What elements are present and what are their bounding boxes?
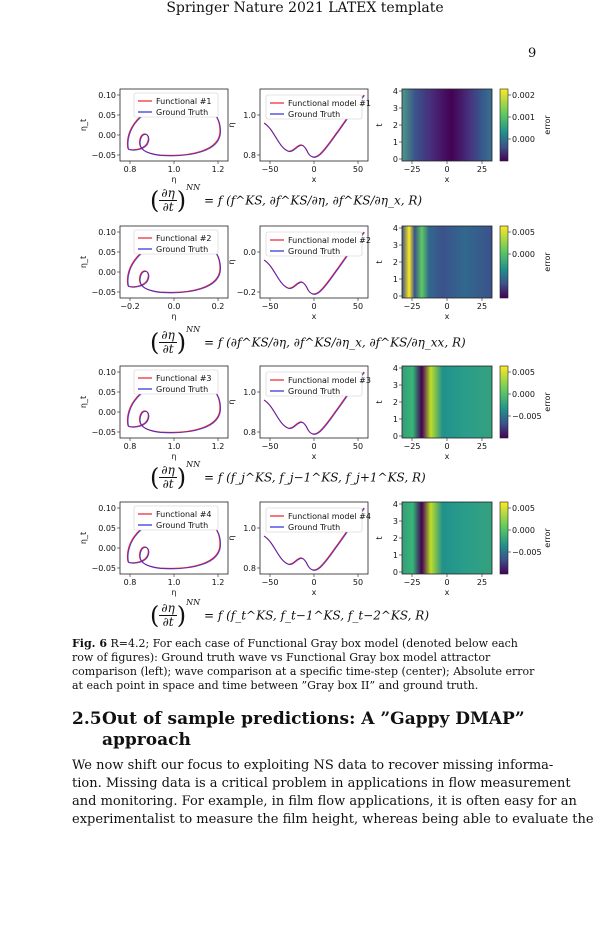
y-tick-label: 0.0 xyxy=(243,248,256,257)
y-tick-label: 4 xyxy=(392,224,398,233)
x-tick-label: 25 xyxy=(476,165,488,174)
x-tick-label: 50 xyxy=(352,165,364,174)
legend-label: Ground Truth xyxy=(288,523,341,532)
y-tick-label: 1.0 xyxy=(243,111,256,120)
eq-superscript: NN xyxy=(186,325,201,334)
y-tick-label: 0.05 xyxy=(98,524,116,533)
x-tick-label: 50 xyxy=(352,442,364,451)
section-number: 2.5 xyxy=(72,709,102,729)
y-tick-label: −0.05 xyxy=(91,288,116,297)
y-tick-label: 0.00 xyxy=(98,408,116,417)
x-tick-label: 0 xyxy=(444,302,450,311)
x-tick-label: 0.2 xyxy=(211,302,225,311)
y-axis-label: η_t xyxy=(79,395,88,409)
body-line: We now shift our focus to exploiting NS data to recover missing informa- xyxy=(72,758,554,773)
colorbar-tick-label: 0.000 xyxy=(512,526,535,535)
eq-rhs: = f (∂f^KS/∂η, ∂f^KS/∂η_x, ∂f^KS/∂η_xx, R) xyxy=(203,335,466,350)
colorbar-tick-label: −0.005 xyxy=(512,412,542,421)
y-tick-label: 2 xyxy=(392,398,398,407)
legend-label: Functional #2 xyxy=(156,234,212,243)
y-tick-label: 2 xyxy=(392,121,398,130)
x-tick-label: 1.2 xyxy=(211,442,225,451)
x-axis-label: η xyxy=(171,452,177,461)
error-heatmap xyxy=(402,89,492,161)
legend-label: Ground Truth xyxy=(288,247,341,256)
eq-superscript: NN xyxy=(186,460,201,469)
y-tick-label: 0.00 xyxy=(98,544,116,553)
legend-label: Functional model #4 xyxy=(288,512,371,521)
legend-label: Ground Truth xyxy=(156,521,209,530)
colorbar-tick-label: 0.000 xyxy=(512,390,535,399)
eq-denominator: ∂t xyxy=(162,615,174,629)
y-axis-label: η_t xyxy=(79,118,88,132)
eq-superscript: NN xyxy=(186,183,201,192)
y-tick-label: 0.00 xyxy=(98,268,116,277)
colorbar-tick-label: 0.005 xyxy=(512,504,535,513)
y-tick-label: 0.05 xyxy=(98,111,116,120)
colorbar-tick-label: 0.005 xyxy=(512,228,535,237)
x-axis-label: x xyxy=(311,452,317,461)
eq-numerator: ∂η xyxy=(161,463,175,477)
x-axis-label: x xyxy=(444,175,450,184)
colorbar xyxy=(500,366,508,438)
x-axis-label: x xyxy=(311,312,317,321)
eq-numerator: ∂η xyxy=(161,328,175,342)
eq-denominator: ∂t xyxy=(162,342,174,356)
figure-row-3 xyxy=(70,362,610,462)
colorbar-tick-label: 0.002 xyxy=(512,91,535,100)
y-tick-label: 1.0 xyxy=(243,388,256,397)
colorbar-tick-label: 0.005 xyxy=(512,368,535,377)
section-heading xyxy=(72,709,542,751)
x-axis-label: x xyxy=(311,175,317,184)
body-paragraph xyxy=(72,757,594,829)
y-axis-label: η_t xyxy=(79,255,88,269)
colorbar-label: error xyxy=(543,392,552,412)
y-tick-label: 0.8 xyxy=(243,151,256,160)
figure-row-2 xyxy=(70,222,610,322)
y-tick-label: 0.8 xyxy=(243,428,256,437)
y-tick-label: 1 xyxy=(392,138,398,147)
x-tick-label: 1.2 xyxy=(211,578,225,587)
eq-numerator: ∂η xyxy=(161,186,175,200)
y-axis-label: t xyxy=(375,536,384,540)
caption-text: R=4.2; For each case of Functional Gray box model (denoted below each row of figures): Ground truth wave vs Functional Gray box model attractor comparison (left); wave comparison at a specific time-step (center); Absolute error at each point in space and time between ”Gray box II” and ground truth. xyxy=(72,637,535,692)
colorbar-tick-label: 0.000 xyxy=(512,250,535,259)
y-tick-label: 3 xyxy=(392,517,398,526)
running-header: Springer Nature 2021 LATEX template xyxy=(166,0,444,16)
legend-label: Functional #3 xyxy=(156,374,212,383)
y-axis-label: η xyxy=(227,535,236,541)
y-tick-label: −0.05 xyxy=(91,564,116,573)
y-tick-label: 0.00 xyxy=(98,131,116,140)
x-tick-label: −25 xyxy=(403,302,421,311)
x-tick-label: 0 xyxy=(444,165,450,174)
y-axis-label: t xyxy=(375,400,384,404)
x-axis-label: x xyxy=(444,452,450,461)
y-tick-label: 2 xyxy=(392,534,398,543)
y-tick-label: 0.10 xyxy=(98,228,116,237)
x-axis-label: η xyxy=(171,588,177,597)
legend-label: Ground Truth xyxy=(288,387,341,396)
y-axis-label: η_t xyxy=(79,531,88,545)
y-axis-label: t xyxy=(375,260,384,264)
y-tick-label: −0.05 xyxy=(91,428,116,437)
y-tick-label: 4 xyxy=(392,500,398,509)
x-tick-label: −50 xyxy=(261,442,279,451)
eq-numerator: ∂η xyxy=(161,601,175,615)
x-tick-label: −25 xyxy=(403,442,421,451)
legend-label: Ground Truth xyxy=(288,110,341,119)
legend-label: Functional model #2 xyxy=(288,236,371,245)
page-number: 9 xyxy=(528,46,537,61)
x-tick-label: 0 xyxy=(311,302,317,311)
x-axis-label: η xyxy=(171,175,177,184)
y-tick-label: 0 xyxy=(392,292,398,301)
section-title-line1: Out of sample predictions: A ”Gappy DMAP” xyxy=(102,709,525,729)
legend-label: Functional model #1 xyxy=(288,99,371,108)
colorbar xyxy=(500,89,508,161)
error-heatmap xyxy=(402,226,492,298)
eq-rhs: = f (f^KS, ∂f^KS/∂η, ∂f^KS/∂η_x, R) xyxy=(203,193,423,208)
y-tick-label: 1 xyxy=(392,551,398,560)
legend-label: Ground Truth xyxy=(156,385,209,394)
y-tick-label: 1 xyxy=(392,415,398,424)
x-tick-label: 0 xyxy=(311,578,317,587)
x-tick-label: 50 xyxy=(352,578,364,587)
legend-label: Functional #1 xyxy=(156,97,212,106)
model-equation-4: ( $\frac{\partial\eta}{\partial t}$ )$^{NN}$ = f (f_t^KS, f_t−1^KS, f_t−2^KS, R) xyxy=(150,598,430,630)
y-axis-label: η xyxy=(227,399,236,405)
y-tick-label: 2 xyxy=(392,258,398,267)
model-equation-1: ( $\frac{\partial\eta}{\partial t}$ )$^{NN}$ = f (f^KS, ∂f^KS/∂η, ∂f^KS/∂η_x, R) xyxy=(150,183,423,215)
colorbar-label: error xyxy=(543,115,552,135)
x-tick-label: 0 xyxy=(444,442,450,451)
y-axis-label: η xyxy=(227,259,236,265)
x-tick-label: −50 xyxy=(261,165,279,174)
legend-label: Ground Truth xyxy=(156,245,209,254)
y-tick-label: 0.05 xyxy=(98,248,116,257)
x-tick-label: −0.2 xyxy=(120,302,140,311)
model-equation-2: ( $\frac{\partial\eta}{\partial t}$ )$^{NN}$ = f (∂f^KS/∂η, ∂f^KS/∂η_x, ∂f^KS/∂η_xx, R) xyxy=(150,325,466,357)
x-axis-label: x xyxy=(311,588,317,597)
y-tick-label: 4 xyxy=(392,364,398,373)
body-line: and monitoring. For example, in film flow applications, it is often easy for an xyxy=(72,794,577,809)
y-tick-label: 0 xyxy=(392,155,398,164)
x-tick-label: 0 xyxy=(311,165,317,174)
y-tick-label: 0.10 xyxy=(98,368,116,377)
eq-denominator: ∂t xyxy=(162,200,174,214)
x-tick-label: −25 xyxy=(403,165,421,174)
model-equation-3: ( $\frac{\partial\eta}{\partial t}$ )$^{NN}$ = f (f_j^KS, f_j−1^KS, f_j+1^KS, R) xyxy=(150,460,426,492)
y-tick-label: 0.8 xyxy=(243,564,256,573)
x-tick-label: 0.0 xyxy=(167,302,181,311)
x-tick-label: 1.0 xyxy=(167,578,181,587)
body-line: experimentalist to measure the film height, whereas being able to evaluate the xyxy=(72,812,594,827)
section-title-line2: approach xyxy=(102,730,191,750)
x-tick-label: 0 xyxy=(311,442,317,451)
y-tick-label: 3 xyxy=(392,241,398,250)
x-tick-label: −25 xyxy=(403,578,421,587)
colorbar xyxy=(500,502,508,574)
x-tick-label: 50 xyxy=(352,302,364,311)
x-tick-label: 1.2 xyxy=(211,165,225,174)
x-tick-label: −50 xyxy=(261,302,279,311)
x-axis-label: η xyxy=(171,312,177,321)
x-tick-label: 0.8 xyxy=(123,578,137,587)
y-tick-label: 4 xyxy=(392,87,398,96)
colorbar xyxy=(500,226,508,298)
x-tick-label: 25 xyxy=(476,442,488,451)
x-axis-label: x xyxy=(444,312,450,321)
caption-label: Fig. 6 xyxy=(72,637,107,650)
colorbar-tick-label: 0.001 xyxy=(512,113,535,122)
y-tick-label: 1 xyxy=(392,275,398,284)
x-tick-label: 0 xyxy=(444,578,450,587)
x-axis-label: x xyxy=(444,588,450,597)
y-tick-label: 0.10 xyxy=(98,91,116,100)
eq-rhs: = f (f_t^KS, f_t−1^KS, f_t−2^KS, R) xyxy=(203,608,430,623)
x-tick-label: 25 xyxy=(476,302,488,311)
y-tick-label: 0.05 xyxy=(98,388,116,397)
y-tick-label: −0.05 xyxy=(91,151,116,160)
figure-caption xyxy=(72,637,542,693)
body-line: tion. Missing data is a critical problem in applications in flow measurement xyxy=(72,776,571,791)
colorbar-label: error xyxy=(543,528,552,548)
y-tick-label: −0.2 xyxy=(236,288,256,297)
x-tick-label: 0.8 xyxy=(123,442,137,451)
colorbar-tick-label: −0.005 xyxy=(512,548,542,557)
y-axis-label: t xyxy=(375,123,384,127)
y-tick-label: 0 xyxy=(392,432,398,441)
figure-row-1 xyxy=(70,85,610,185)
y-tick-label: 1.0 xyxy=(243,524,256,533)
y-tick-label: 0.10 xyxy=(98,504,116,513)
legend-label: Functional model #3 xyxy=(288,376,371,385)
eq-superscript: NN xyxy=(186,598,201,607)
colorbar-tick-label: 0.000 xyxy=(512,135,535,144)
y-tick-label: 3 xyxy=(392,381,398,390)
figure-row-4 xyxy=(70,498,610,598)
x-tick-label: −50 xyxy=(261,578,279,587)
eq-denominator: ∂t xyxy=(162,477,174,491)
x-tick-label: 0.8 xyxy=(123,165,137,174)
legend-label: Ground Truth xyxy=(156,108,209,117)
x-tick-label: 1.0 xyxy=(167,442,181,451)
legend-label: Functional #4 xyxy=(156,510,212,519)
colorbar-label: error xyxy=(543,252,552,272)
y-axis-label: η xyxy=(227,122,236,128)
eq-rhs: = f (f_j^KS, f_j−1^KS, f_j+1^KS, R) xyxy=(203,470,426,485)
x-tick-label: 1.0 xyxy=(167,165,181,174)
y-tick-label: 3 xyxy=(392,104,398,113)
x-tick-label: 25 xyxy=(476,578,488,587)
y-tick-label: 0 xyxy=(392,568,398,577)
error-heatmap xyxy=(402,502,492,574)
error-heatmap xyxy=(402,366,492,438)
